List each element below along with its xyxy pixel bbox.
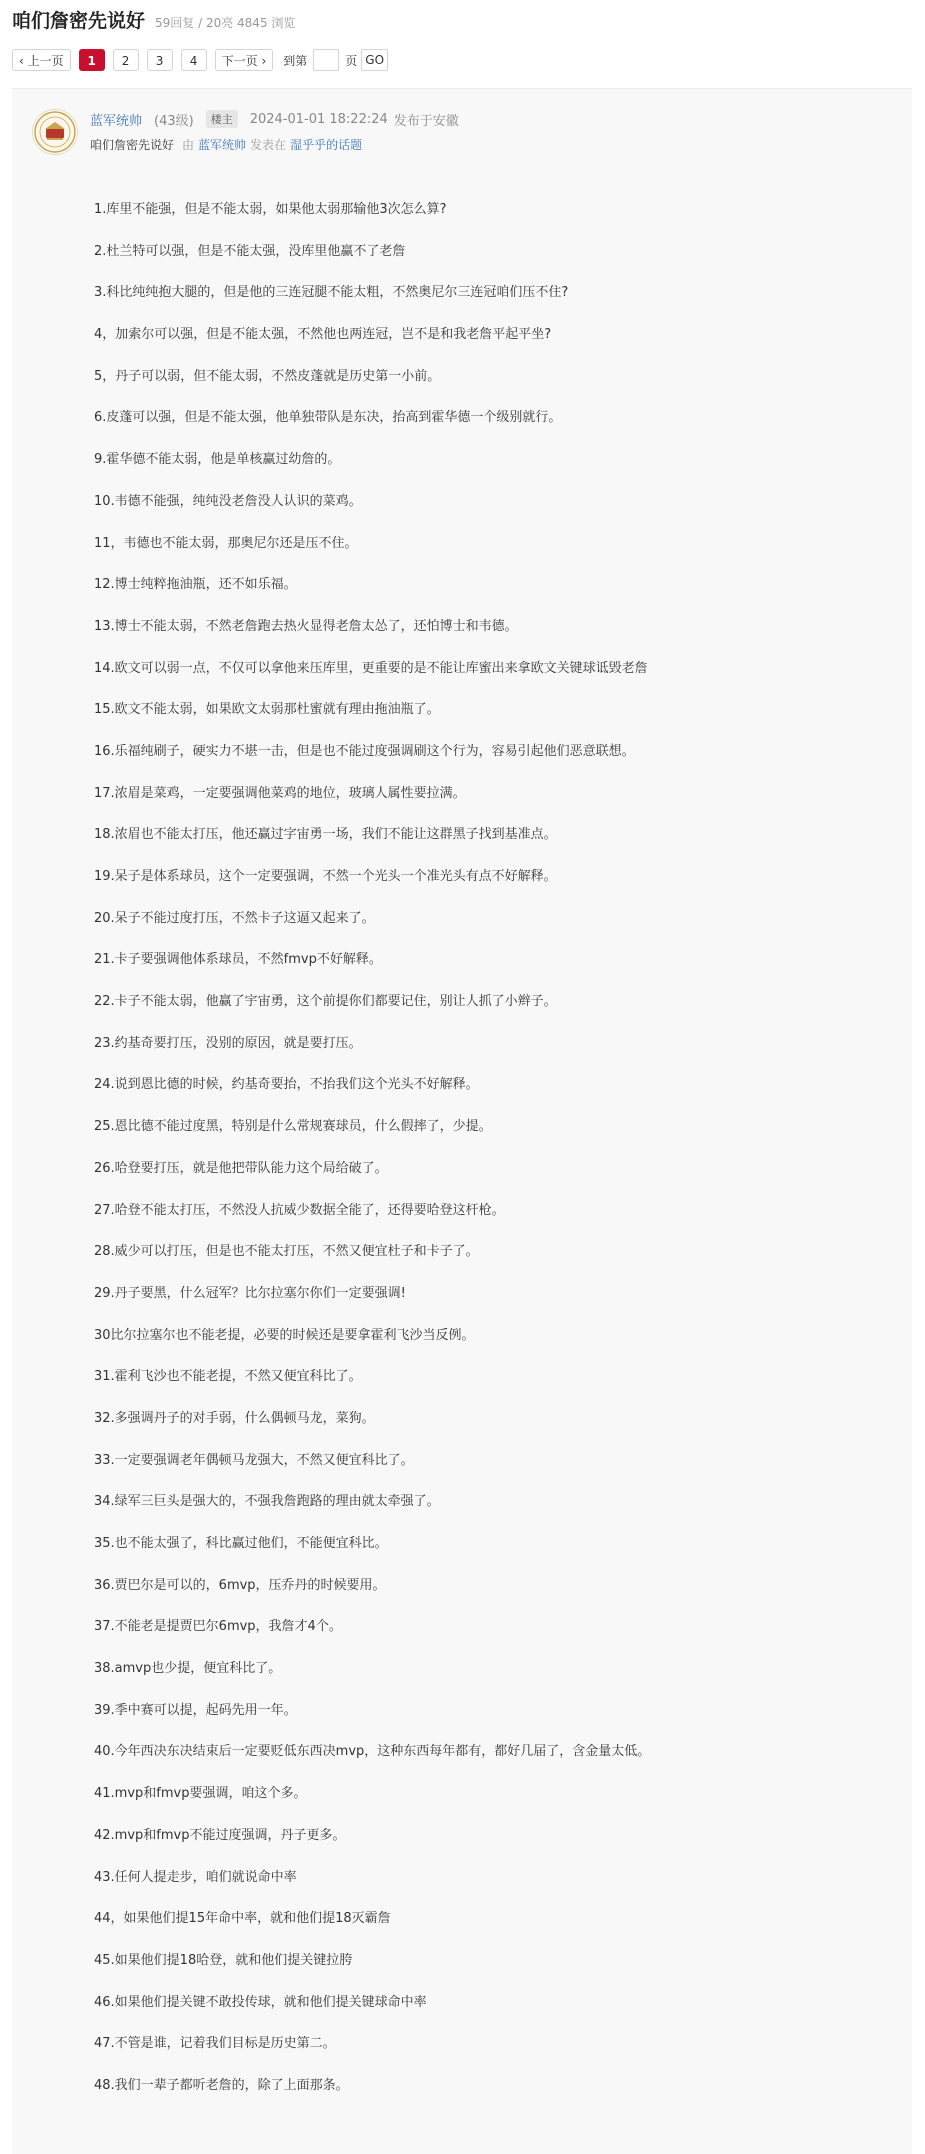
thread-stats: 59回复 / 20亮 4845 浏览 xyxy=(155,16,296,30)
next-page-button[interactable]: 下一页 › xyxy=(215,49,274,71)
post-line: 42.mvp和fmvp不能过度强调，丹子更多。 xyxy=(94,1827,346,1843)
post-line: 17.浓眉是菜鸡，一定要强调他菜鸡的地位，玻璃人属性要拉满。 xyxy=(94,785,466,801)
post-line: 31.霍利飞沙也不能老提，不然又便宜科比了。 xyxy=(94,1369,362,1385)
page-1-button[interactable]: 1 xyxy=(79,49,105,71)
post-line: 3.科比纯纯抱大腿的，但是他的三连冠腿不能太粗，不然奥尼尔三连冠咱们压不住? xyxy=(94,285,569,301)
page-2-button[interactable]: 2 xyxy=(113,49,139,71)
post-line: 25.恩比德不能过度黑，特别是什么常规赛球员，什么假摔了，少提。 xyxy=(94,1119,492,1135)
author-name-link[interactable]: 蓝军统帅 xyxy=(90,113,143,129)
post-line: 46.如果他们提关键不敢投传球，就和他们提关键球命中率 xyxy=(94,1994,427,2010)
jump-label: 到第 xyxy=(283,53,308,68)
page-suffix-label: 页 xyxy=(345,53,358,68)
post-time: 2024-01-01 18:22:24 xyxy=(249,111,388,127)
post-line: 13.博士不能太弱，不然老詹跑去热火显得老詹太怂了，还怕博士和韦德。 xyxy=(94,618,518,634)
post-location: 发布于安徽 xyxy=(393,113,459,129)
post-line: 37.不能老是提贾巴尔6mvp，我詹才4个。 xyxy=(94,1619,342,1635)
post-line: 33.一定要强调老年偶顿马龙强大，不然又便宜科比了。 xyxy=(94,1452,414,1468)
post-line: 45.如果他们提18哈登，就和他们提关键拉胯 xyxy=(94,1952,353,1968)
post-line: 5，丹子可以弱，但不能太弱，不然皮蓬就是历史第一小前。 xyxy=(94,368,441,384)
avatar[interactable] xyxy=(32,109,78,155)
post-subtitle-line xyxy=(90,135,362,153)
post-line: 16.乐福纯刷子，硬实力不堪一击，但是也不能过度强调刷这个行为，容易引起他们恶意联想。 xyxy=(94,743,635,759)
post-line: 6.皮蓬可以强，但是不能太强，他单独带队是东决，抬高到霍华德一个级别就行。 xyxy=(94,410,562,426)
page-jump-input[interactable] xyxy=(313,49,339,71)
post-line: 43.任何人提走步，咱们就说命中率 xyxy=(94,1869,297,1885)
post-line: 21.卡子要强调他体系球员，不然fmvp不好解释。 xyxy=(94,952,382,968)
post-line: 2.杜兰特可以强，但是不能太强，没库里他赢不了老詹 xyxy=(94,243,406,259)
post-line: 36.贾巴尔是可以的，6mvp，压乔丹的时候要用。 xyxy=(94,1577,386,1593)
post-line: 41.mvp和fmvp要强调，咱这个多。 xyxy=(94,1786,307,1802)
post-line: 19.呆子是体系球员，这个一定要强调，不然一个光头一个准光头有点不好解释。 xyxy=(94,869,557,884)
post-line: 1.库里不能强，但是不能太弱，如果他太弱那输他3次怎么算? xyxy=(94,202,447,217)
author-line xyxy=(90,109,459,129)
post-line: 39.季中赛可以提，起码先用一年。 xyxy=(94,1702,297,1718)
post-line: 20.呆子不能过度打压，不然卡子这逼又起来了。 xyxy=(94,910,375,926)
post-line: 23.约基奇要打压，没别的原因，就是要打压。 xyxy=(94,1035,362,1051)
post-line: 10.韦德不能强，纯纯没老詹没人认识的菜鸡。 xyxy=(94,493,362,509)
post-line: 27.哈登不能太打压，不然没人抗威少数据全能了，还得要哈登这杆枪。 xyxy=(94,1202,505,1218)
author-level: (43级) xyxy=(154,113,194,129)
thread-header xyxy=(12,6,295,36)
post-line: 12.博士纯粹拖油瓶，还不如乐福。 xyxy=(94,577,297,593)
post-line: 9.霍华德不能太弱，他是单核赢过幼詹的。 xyxy=(94,452,341,468)
post-subtitle: 咱们詹密先说好 xyxy=(90,137,175,152)
post-line: 26.哈登要打压，就是他把带队能力这个局给破了。 xyxy=(94,1160,388,1176)
post-line: 44，如果他们提15年命中率，就和他们提18灭霸詹 xyxy=(94,1911,391,1927)
post-line: 22.卡子不能太弱，他赢了宇宙勇，这个前提你们都要记住，别让人抓了小辫子。 xyxy=(94,994,557,1010)
post-line: 4，加索尔可以强，但是不能太强，不然他也两连冠，岂不是和我老詹平起平坐? xyxy=(94,327,552,343)
post-line: 11，韦德也不能太弱，那奥尼尔还是压不住。 xyxy=(94,535,358,551)
post-line: 38.amvp也少提，便宜科比了。 xyxy=(94,1661,282,1677)
post-body xyxy=(94,201,894,2119)
post-line: 30比尔拉塞尔也不能老提，必要的时候还是要拿霍利飞沙当反例。 xyxy=(94,1327,475,1343)
thread-title: 咱们詹密先说好 xyxy=(12,10,146,32)
op-badge: 楼主 xyxy=(206,110,238,128)
prev-page-button[interactable]: ‹ 上一页 xyxy=(12,49,71,71)
post-line: 15.欧文不能太弱，如果欧文太弱那杜蜜就有理由拖油瓶了。 xyxy=(94,702,440,718)
post-line: 32.多强调丹子的对手弱，什么偶顿马龙，菜狗。 xyxy=(94,1410,375,1426)
page-3-button[interactable]: 3 xyxy=(147,49,173,71)
by-label: 由 xyxy=(182,137,195,152)
team-logo-icon xyxy=(33,110,77,154)
post-line: 29.丹子要黑，什么冠军？比尔拉塞尔你们一定要强调! xyxy=(94,1285,406,1301)
post-line: 18.浓眉也不能太打压，他还赢过字宙勇一场，我们不能让这群黑子找到基准点。 xyxy=(94,827,557,843)
post-line: 28.威少可以打压，但是也不能太打压，不然又便宜杜子和卡子了。 xyxy=(94,1244,479,1260)
subtitle-author-link[interactable]: 蓝军统帅 xyxy=(198,137,247,152)
post-line: 14.欧文可以弱一点，不仅可以拿他来压库里，更重要的是不能让库蜜出来拿欧文关键球诋毁老詹 xyxy=(94,660,648,676)
post-line: 40.今年西决东决结束后一定要贬低东西决mvp，这种东西每年都有，都好几届了，含金量太低。 xyxy=(94,1744,651,1760)
page-4-button[interactable]: 4 xyxy=(181,49,207,71)
post-line: 34.绿军三巨头是强大的，不强我詹跑路的理由就太牵强了。 xyxy=(94,1494,440,1510)
pagination xyxy=(12,48,388,72)
post-card xyxy=(12,88,912,2154)
posted-in-label: 发表在 xyxy=(250,137,287,152)
post-line: 35.也不能太强了，科比赢过他们，不能便宜科比。 xyxy=(94,1536,388,1551)
go-button[interactable]: GO xyxy=(361,49,388,71)
topic-link[interactable]: 湿乎乎的话题 xyxy=(290,137,363,152)
post-line: 48.我们一辈子都听老詹的，除了上面那条。 xyxy=(94,2077,349,2093)
post-line: 47.不管是谁，记着我们目标是历史第二。 xyxy=(94,2036,336,2052)
post-line: 24.说到恩比德的时候，约基奇要抬，不抬我们这个光头不好解释。 xyxy=(94,1077,479,1093)
